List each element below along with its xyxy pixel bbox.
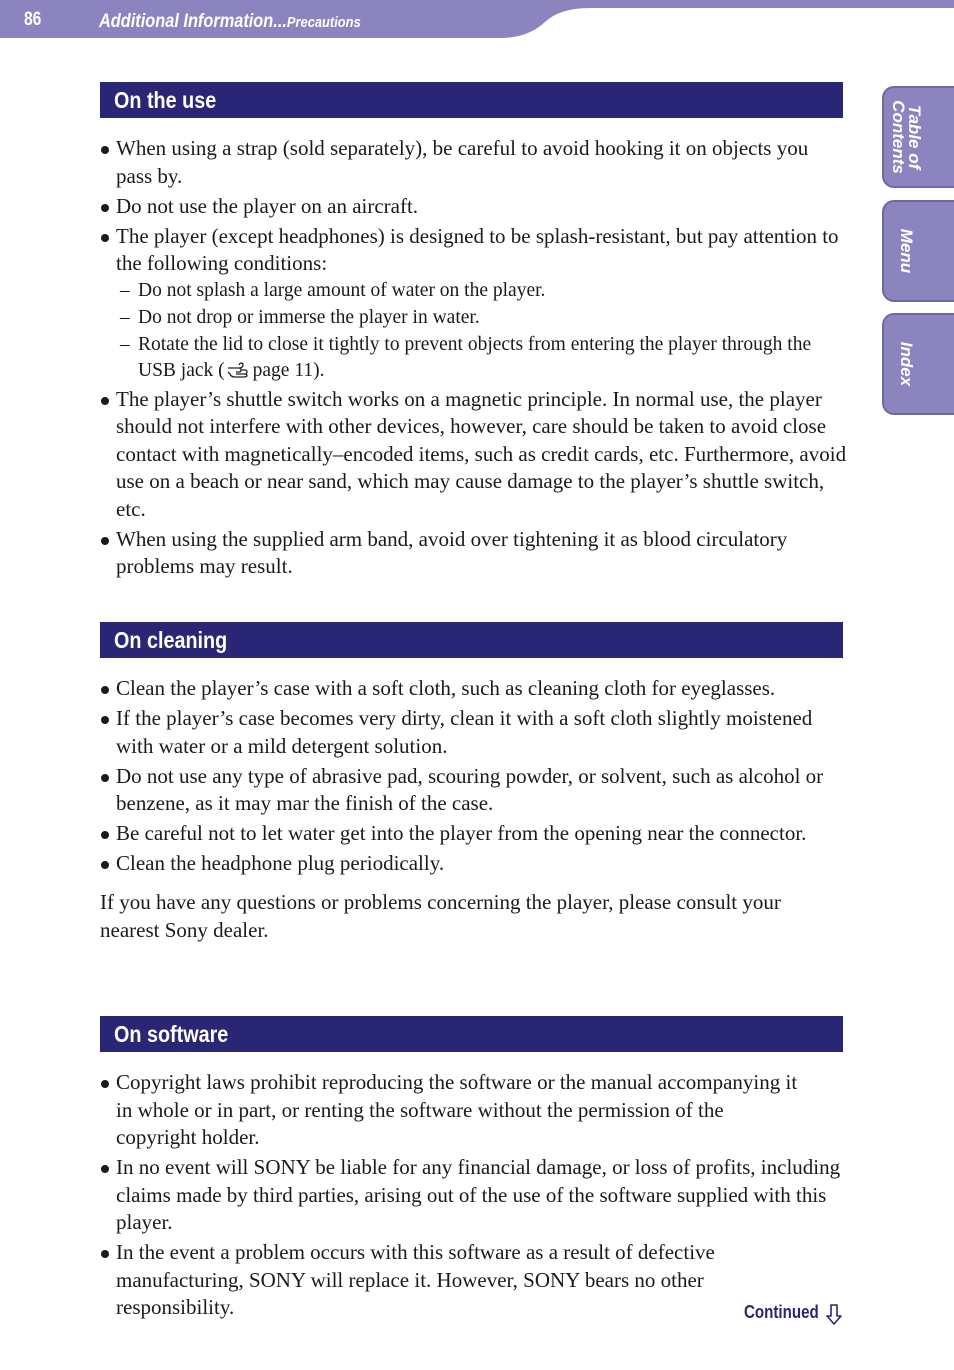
tab-menu-label: Menu bbox=[897, 228, 916, 274]
list-item: If the player’s case becomes very dirty, clean it with a soft cloth slightly moistened with water or a mild detergent solution. bbox=[100, 705, 848, 760]
section-body-use bbox=[100, 135, 848, 583]
sub-list-item: – Do not splash a large amount of water on the player. bbox=[120, 279, 546, 301]
sub-list-item: – Rotate the lid to close it tightly to prevent objects from entering the player through the USB jack ( page 11). bbox=[120, 333, 812, 381]
section-body-cleaning bbox=[100, 675, 848, 944]
consult-note: If you have any questions or problems concerning the player, please consult your nearest Sony dealer. bbox=[100, 889, 781, 942]
breadcrumb-main[interactable]: Additional Information... bbox=[99, 11, 287, 32]
breadcrumb[interactable] bbox=[99, 11, 361, 33]
continued-link[interactable] bbox=[744, 1302, 833, 1323]
bullet-icon bbox=[101, 1165, 109, 1173]
list-item: Do not use any type of abrasive pad, scouring powder, or solvent, such as alcohol or benzene, as it may mar the finish of the case. bbox=[100, 763, 848, 818]
list-item: Be careful not to let water get into the player from the opening near the connector. bbox=[100, 820, 848, 848]
bullet-icon bbox=[101, 234, 109, 242]
list-item: Clean the headphone plug periodically. bbox=[100, 850, 848, 878]
list-item: The player (except headphones) is designed to be splash-resistant, but pay attention to the following conditions: bbox=[100, 223, 848, 278]
bullet-icon bbox=[101, 397, 109, 405]
list-item: When using the supplied arm band, avoid over tightening it as blood circulatory problems may result. bbox=[100, 526, 848, 581]
tab-index[interactable] bbox=[882, 313, 954, 415]
section-title: On the use bbox=[114, 87, 217, 113]
tab-table-of-contents-label: Table of Contents bbox=[889, 100, 924, 174]
list-item: Do not use the player on an aircraft. bbox=[100, 193, 848, 221]
section-heading-cleaning bbox=[100, 622, 843, 658]
bullet-icon bbox=[101, 686, 109, 694]
page-reference-link[interactable]: page 11). bbox=[252, 359, 325, 381]
tab-table-of-contents[interactable] bbox=[882, 86, 954, 188]
breadcrumb-sub[interactable]: Precautions bbox=[286, 14, 361, 31]
hand-pointer-icon bbox=[227, 362, 251, 378]
tab-index-label: Index bbox=[897, 341, 916, 387]
section-heading-software bbox=[100, 1016, 843, 1052]
list-item: Clean the player’s case with a soft cloth, such as cleaning cloth for eyeglasses. bbox=[100, 675, 848, 703]
list-item: Copyright laws prohibit reproducing the software or the manual accompanying it in whole or in part, or renting the software without the permission of the copyright holder. bbox=[100, 1069, 806, 1152]
bullet-icon bbox=[101, 774, 109, 782]
sub-list-item: – Do not drop or immerse the player in water. bbox=[120, 306, 480, 328]
list-item: When using a strap (sold separately), be careful to avoid hooking it on objects you pass by. bbox=[100, 135, 848, 190]
section-title: On cleaning bbox=[114, 627, 228, 653]
list-item: In the event a problem occurs with this software as a result of defective manufacturing, SONY will replace it. However, SONY bears no other responsibility. bbox=[100, 1239, 796, 1322]
page-header bbox=[0, 0, 954, 40]
bullet-icon bbox=[101, 1080, 109, 1088]
list-item: The player’s shuttle switch works on a magnetic principle. In normal use, the player should not interfere with other devices, however, care should be taken to avoid close contact with magnetically–encoded items, such as credit cards, etc. Furthermore, avoid use on a beach or near sand, which may cause damage to the player’s shuttle switch, etc. bbox=[100, 386, 848, 524]
bullet-icon bbox=[101, 537, 109, 545]
bullet-icon bbox=[101, 831, 109, 839]
bullet-icon bbox=[101, 1250, 109, 1258]
bullet-icon bbox=[101, 146, 109, 154]
tab-menu[interactable] bbox=[882, 200, 954, 302]
bullet-icon bbox=[101, 716, 109, 724]
down-arrow-icon bbox=[826, 1304, 842, 1326]
list-item: In no event will SONY be liable for any financial damage, or loss of profits, including claims made by third parties, arising out of the use of the software supplied with this player. bbox=[100, 1154, 848, 1237]
page-number: 86 bbox=[24, 9, 42, 30]
bullet-icon bbox=[101, 861, 109, 869]
section-title: On software bbox=[114, 1021, 229, 1047]
section-heading-use bbox=[100, 82, 843, 118]
section-body-software bbox=[100, 1069, 848, 1324]
bullet-icon bbox=[101, 204, 109, 212]
continued-label[interactable]: Continued bbox=[744, 1302, 819, 1322]
